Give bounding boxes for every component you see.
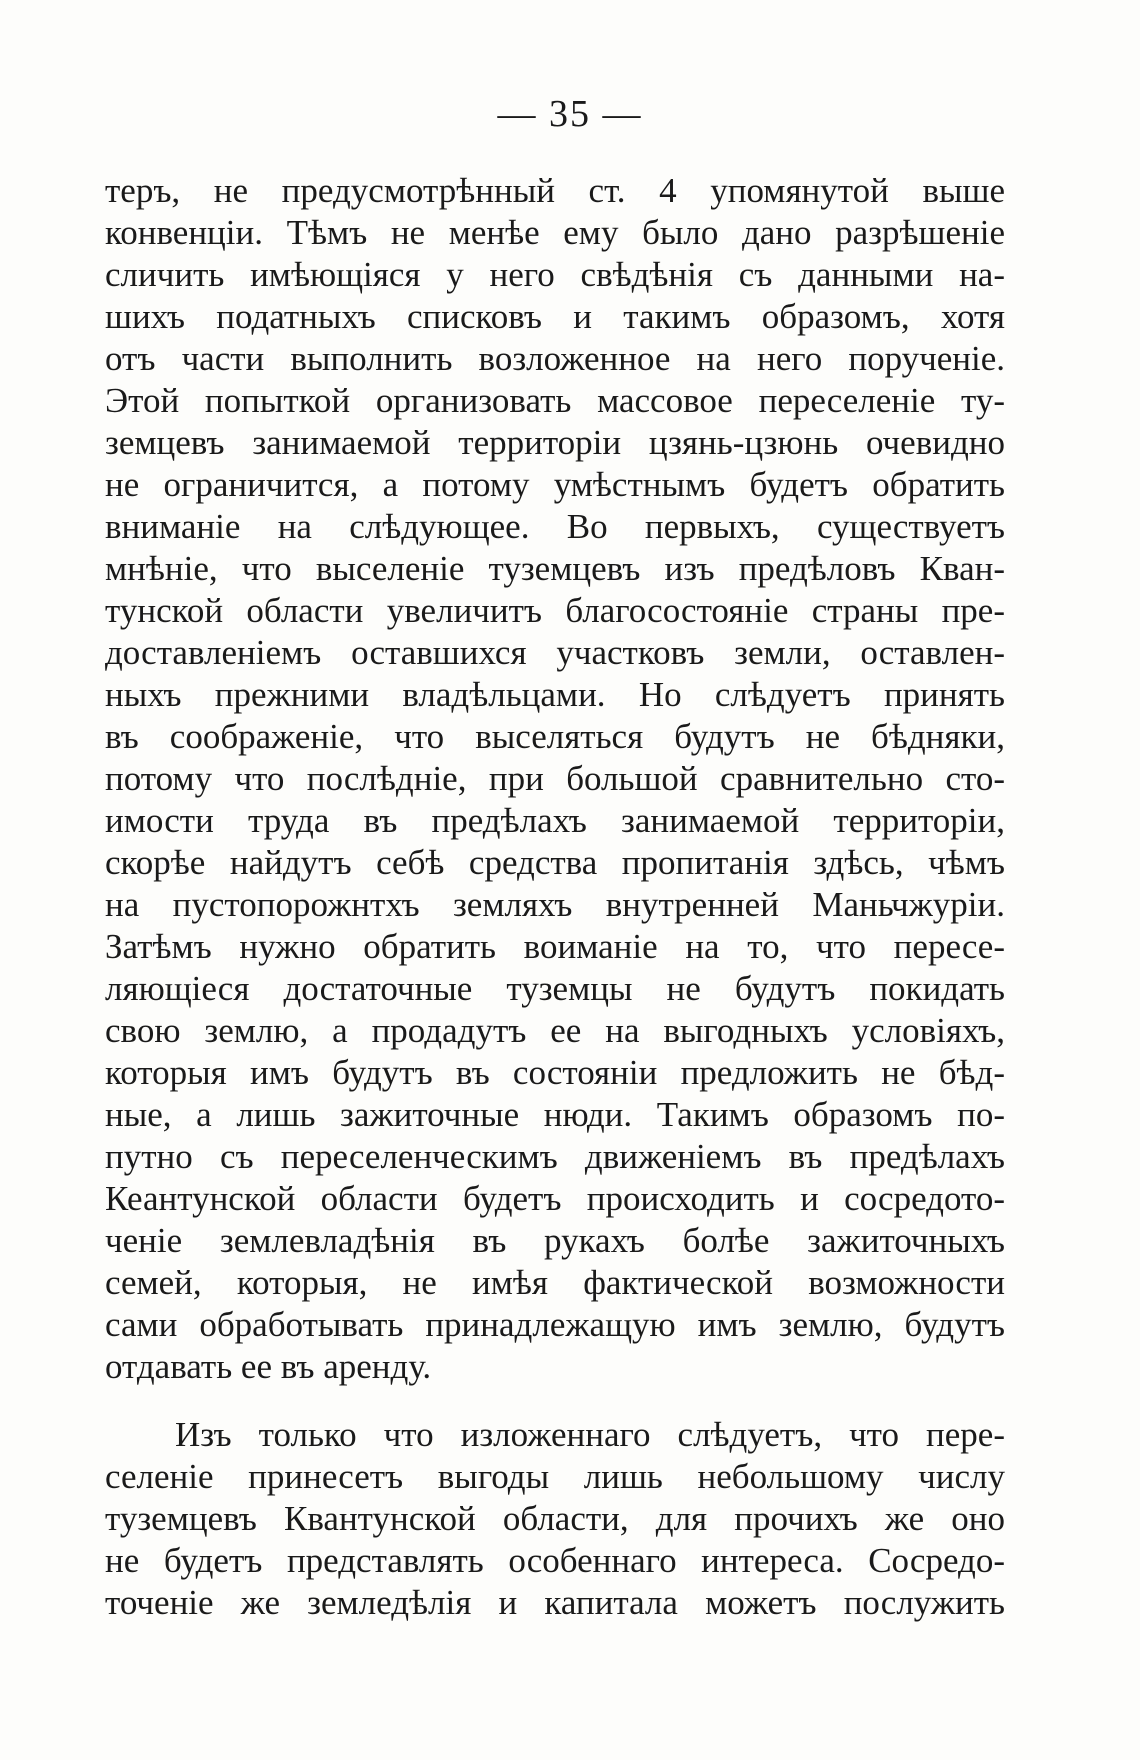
text-line: туземцевъ Квантунской области, для прочихъ же оно (105, 1499, 1005, 1538)
text-line: сличить имѣющіяся у него свѣдѣнія съ данными на- (105, 255, 1005, 294)
text-line: тунской области увеличитъ благосостояніе страны пре- (105, 591, 1005, 630)
text-line: ныхъ прежними владѣльцами. Но слѣдуетъ принять (105, 675, 1005, 714)
text-line: Этой попыткой организовать массовое переселеніе ту- (105, 381, 1005, 420)
text-line: отдавать ее въ аренду. (105, 1347, 432, 1386)
text-line: Изъ только что изложеннаго слѣдуетъ, что пере- (175, 1415, 1005, 1454)
text-line: въ соображеніе, что выселяться будутъ не бѣдняки, (105, 717, 1005, 756)
text-line: вниманіе на слѣдующее. Во первыхъ, существуетъ (105, 507, 1005, 546)
paragraph-2 (105, 1414, 1005, 1624)
text-line: потому что послѣдніе, при большой сравнительно сто- (105, 759, 1005, 798)
text-line: теръ, не предусмотрѣнный ст. 4 упомянутой выше (105, 171, 1005, 210)
paragraph-1 (105, 170, 1005, 1388)
text-line: свою землю, а продадутъ ее на выгодныхъ условіяхъ, (105, 1011, 1005, 1050)
text-line: ченіе землевладѣнія въ рукахъ болѣе зажиточныхъ (105, 1221, 1005, 1260)
text-line: земцевъ занимаемой территоріи цзянь-цзюнь очевидно (105, 423, 1005, 462)
body-text (105, 170, 1005, 1624)
text-line: имости труда въ предѣлахъ занимаемой территоріи, (105, 801, 1005, 840)
text-line: Затѣмъ нужно обратить воиманіе на то, что пересе- (105, 927, 1005, 966)
text-line: конвенціи. Тѣмъ не менѣе ему было дано разрѣшеніе (105, 213, 1005, 252)
paragraph-gap (105, 1388, 1005, 1414)
text-line: точеніе же земледѣлія и капитала можетъ послужить (105, 1583, 1005, 1622)
text-line: доставленіемъ оставшихся участковъ земли, оставлен- (105, 633, 1005, 672)
text-line: которыя имъ будутъ въ состояніи предложить не бѣд- (105, 1053, 1005, 1092)
page-number: — 35 — (497, 93, 643, 135)
text-line: семей, которыя, не имѣя фактической возможности (105, 1263, 1005, 1302)
text-line: селеніе принесетъ выгоды лишь небольшому числу (105, 1457, 1005, 1496)
text-line: путно съ переселенческимъ движеніемъ въ предѣлахъ (105, 1137, 1005, 1176)
text-line: Кеантунской области будетъ происходить и сосредото- (105, 1179, 1005, 1218)
text-line: отъ части выполнить возложенное на него порученіе. (105, 339, 1005, 378)
text-line: ные, а лишь зажиточные нюди. Такимъ образомъ по- (105, 1095, 1005, 1134)
text-line: не будетъ представлять особеннаго интереса. Сосредо- (105, 1541, 1005, 1580)
text-line: ляющіеся достаточные туземцы не будутъ покидать (105, 969, 1005, 1008)
text-line: сами обработывать принадлежащую имъ землю, будутъ (105, 1305, 1005, 1344)
text-line: скорѣе найдутъ себѣ средства пропитанія здѣсь, чѣмъ (105, 843, 1005, 882)
text-line: на пустопорожнтхъ земляхъ внутренней Маньчжуріи. (105, 885, 1005, 924)
text-line: мнѣніе, что выселеніе туземцевъ изъ предѣловъ Кван- (105, 549, 1005, 588)
text-line: не ограничится, а потому умѣстнымъ будетъ обратить (105, 465, 1005, 504)
text-line: шихъ податныхъ списковъ и такимъ образомъ, хотя (105, 297, 1005, 336)
